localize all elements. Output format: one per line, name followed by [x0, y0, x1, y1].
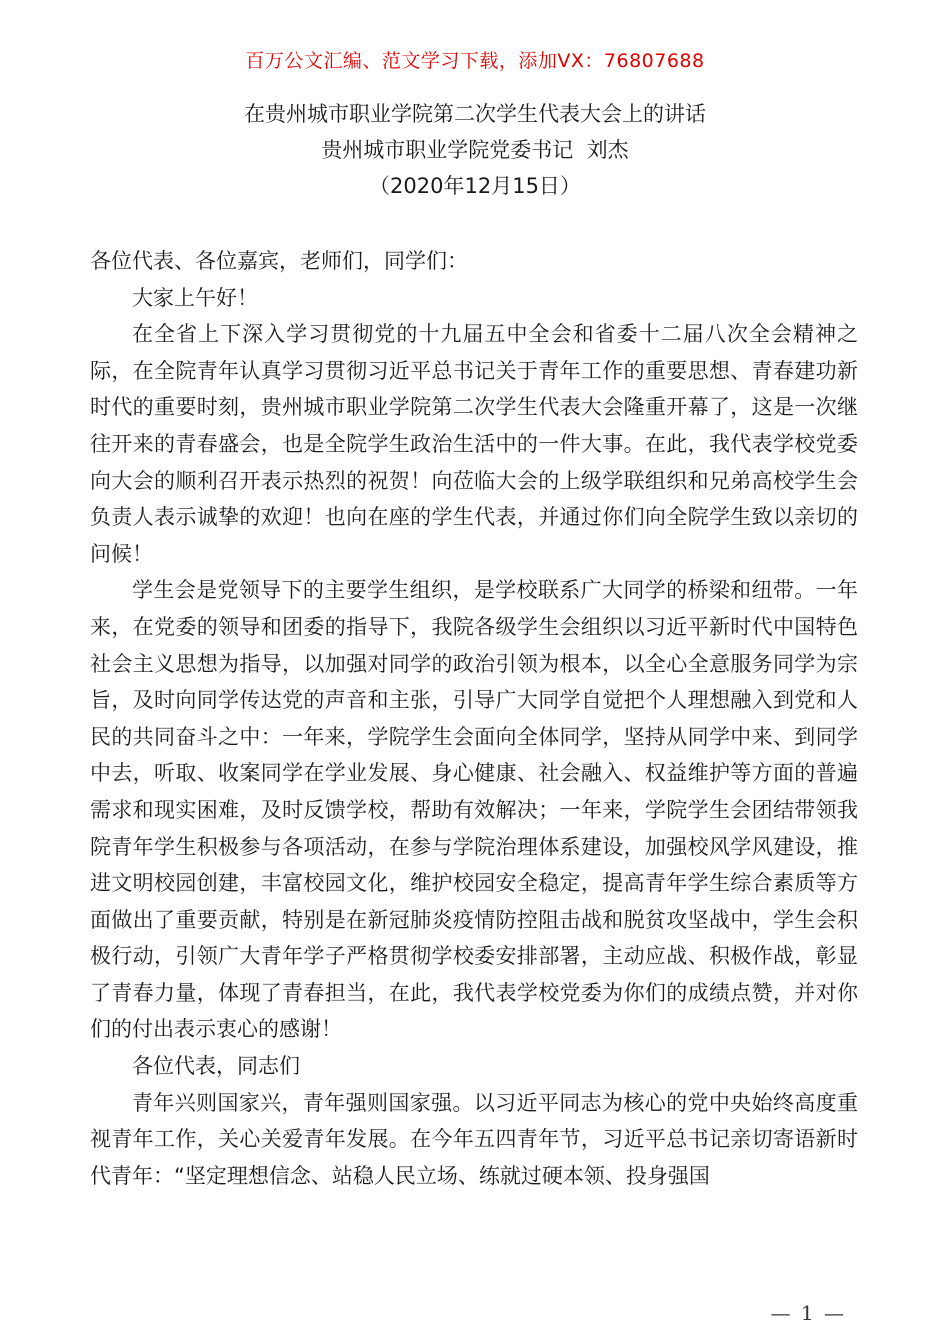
- address-representatives: 各位代表，同志们: [132, 1054, 300, 1079]
- speaker-line: 贵州城市职业学院党委书记 刘杰: [321, 138, 629, 162]
- paragraph-opening: 在全省上下深入学习贯彻党的十九届五中全会和省委十二届八次全会精神之际，在全院青年认真学习贯彻习近平总书记关于青年工作的重要思想、青春建功新时代的重要时刻，贵州城市职业学院第二次学生代表大会隆重开幕了，这是一次继往开来的青春盛会，也是全院学生政治生活中的一件大事。在此，我代表学校党委向大会的顺利召开表示热烈的祝贺！向莅临大会的上级学联组织和兄弟高校学生会负责人表示诚挚的欢迎！也向在座的学生代表，并通过你们向全院学生致以亲切的问候！: [90, 322, 858, 566]
- ad-banner: 百万公文汇编、范文学习下载，添加VX：76807688: [245, 50, 705, 72]
- speech-title: 在贵州城市职业学院第二次学生代表大会上的讲话: [244, 102, 706, 126]
- salutation: 各位代表、各位嘉宾，老师们，同学们：: [90, 249, 468, 273]
- page-number: — 1 —: [770, 1301, 846, 1325]
- title-block: [0, 96, 950, 204]
- speech-body: [90, 243, 858, 1194]
- speech-date: （2020年12月15日）: [369, 174, 581, 198]
- paragraph-student-union: 学生会是党领导下的主要学生组织，是学校联系广大同学的桥梁和纽带。一年来，在党委的领导和团委的指导下，我院各级学生会组织以习近平新时代中国特色社会主义思想为指导，以加强对同学的政治引领为根本，以全心全意服务同学为宗旨，及时向同学传达党的声音和主张，引导广大同学自觉把个人理想融入到党和人民的共同奋斗之中：一年来，学院学生会面向全体同学，坚持从同学中来、到同学中去，听取、收案同学在学业发展、身心健康、社会融入、权益维护等方面的普遍需求和现实困难，及时反馈学校，帮助有效解决；一年来，学院学生会团结带领我院青年学生积极参与各项活动，在参与学院治理体系建设，加强校风学风建设，推进文明校园创建，丰富校园文化，维护校园安全稳定，提高青年学生综合素质等方面做出了重要贡献，特别是在新冠肺炎疫情防控阻击战和脱贫攻坚战中，学生会积极行动，引领广大青年学子严格贯彻学校委安排部署，主动应战、积极作战，彰显了青春力量，体现了青春担当，在此，我代表学校党委为你们的成绩点赞，并对你们的付出表示衷心的感谢！: [90, 578, 858, 1042]
- greeting: 大家上午好！: [132, 285, 258, 310]
- paragraph-youth: 青年兴则国家兴，青年强则国家强。以习近平同志为核心的党中央始终高度重视青年工作，关心关爱青年发展。在今年五四青年节，习近平总书记亲切寄语新时代青年：“坚定理想信念、站稳人民立场、练就过硬本领、投身强国: [90, 1090, 858, 1188]
